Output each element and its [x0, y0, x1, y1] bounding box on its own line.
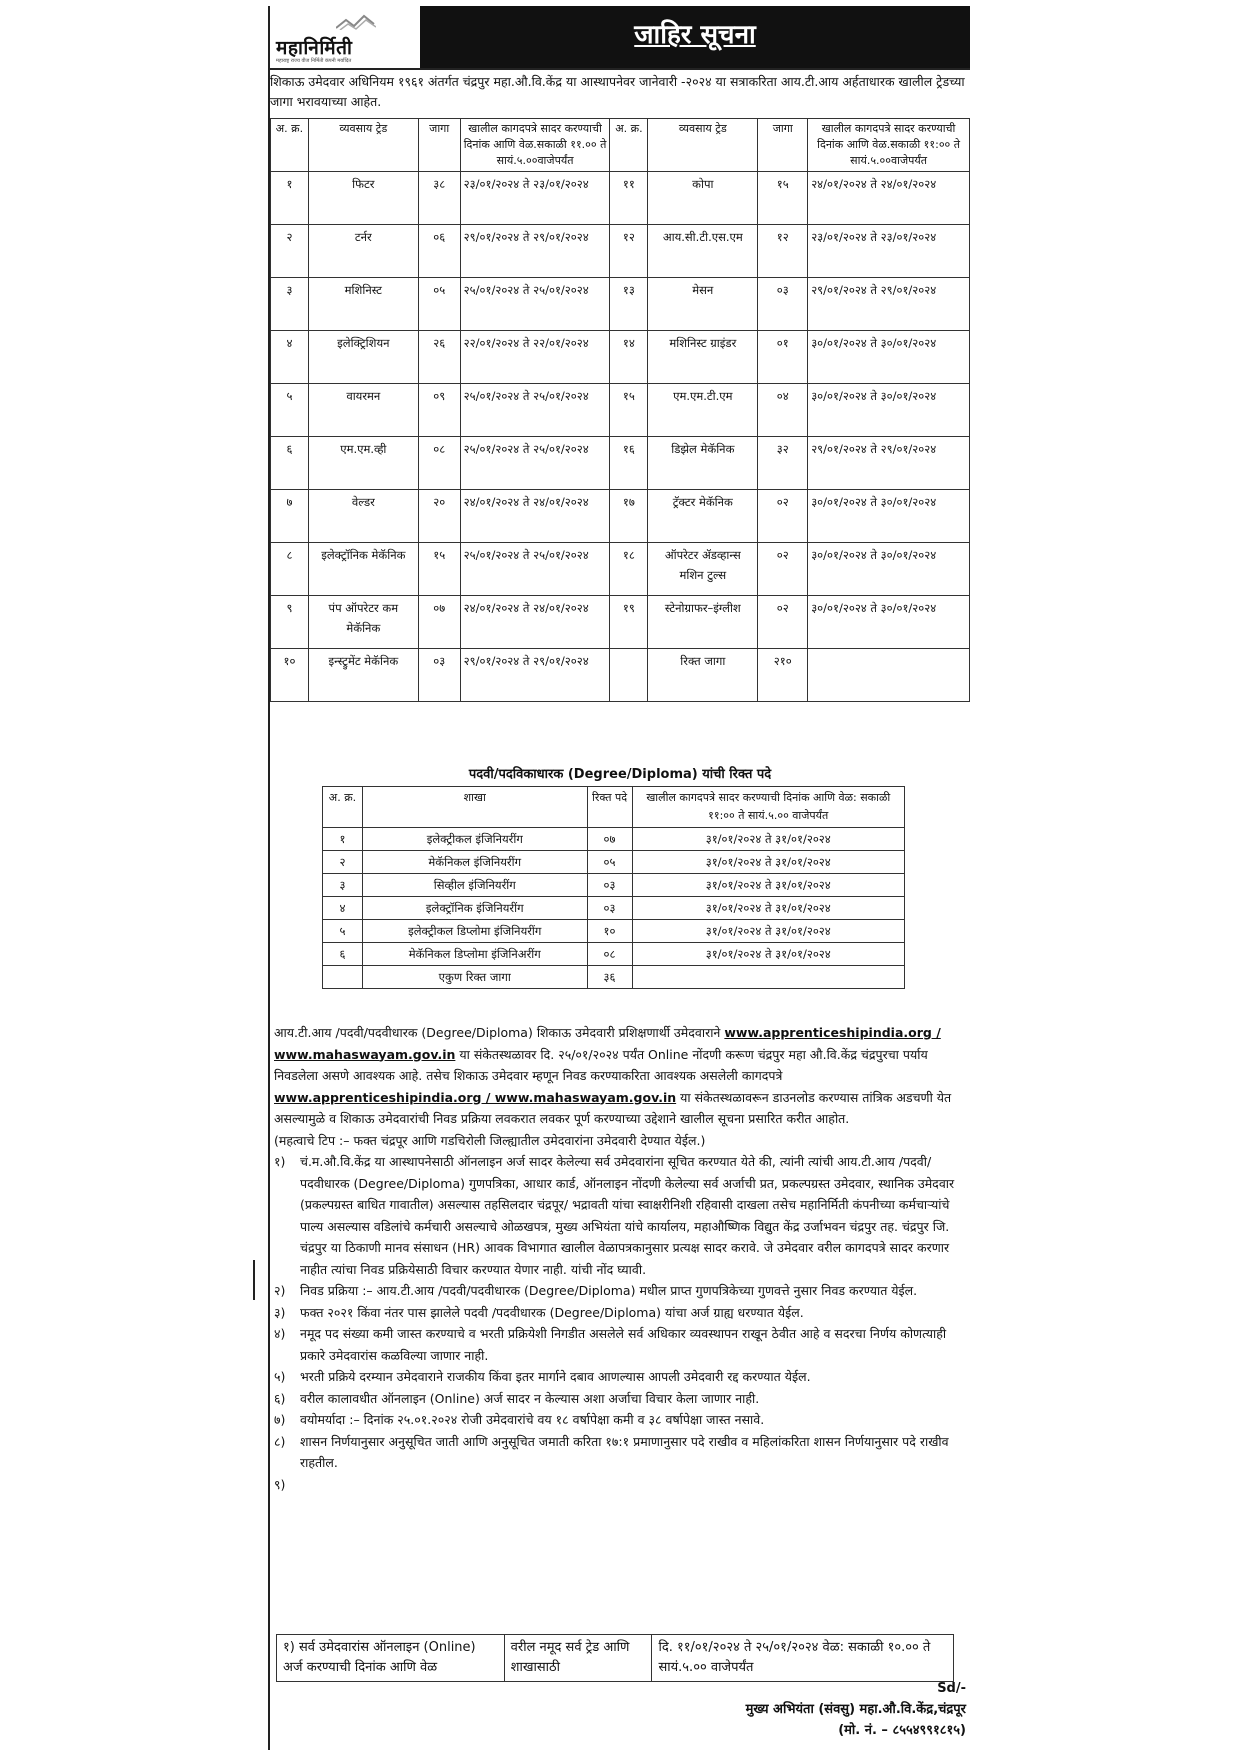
cell-dates: २९/०१/२०२४ ते २९/०१/२०२४: [808, 278, 970, 331]
table-row: [271, 437, 970, 490]
cell-posts: १०: [587, 920, 632, 943]
cell-branch: मेकॅनिकल डिप्लोमा इंजिनिअरींग: [362, 943, 587, 966]
cell-sr: २: [271, 225, 309, 278]
list-item: [274, 1431, 968, 1474]
apprenticeship-link[interactable]: www.apprenticeshipindia.org / www.mahaswayam.gov.in: [274, 1025, 941, 1062]
point-text: वयोमर्यादा :– दिनांक २५.०१.२०२४ रोजी उमेदवारांचे वय १८ वर्षापेक्षा कमी व ३८ वर्षापेक्षा जास्त नसावे.: [300, 1412, 765, 1427]
col-seats: जागा: [418, 119, 460, 172]
cell-dates: ३१/०१/२०२४ ते ३१/०१/२०२४: [632, 874, 905, 897]
cell-trade: इलेक्ट्रिशियन: [308, 331, 418, 384]
cell-dates: २२/०१/२०२४ ते २२/०१/२०२४: [460, 331, 610, 384]
list-item: [274, 1366, 968, 1388]
trade-table: [270, 118, 970, 702]
cell-sr: ६: [323, 943, 363, 966]
degree-total-value: ३६: [587, 966, 632, 989]
signature-sd: Sd/-: [937, 1681, 966, 1696]
cell-seats: २०: [418, 490, 460, 543]
cell-branch: सिव्हील इंजिनियरींग: [362, 874, 587, 897]
header: [270, 6, 970, 70]
cell-sr: १७: [610, 490, 648, 543]
point-text: वरील कालावधीत ऑनलाइन (Online) अर्ज सादर न केल्यास अशा अर्जाचा विचार केला जाणार नाही.: [300, 1390, 760, 1406]
signature-block: [746, 1678, 966, 1741]
point-text: शासन निर्णयानुसार अनुसूचित जाती आणि अनुसूचित जमाती करिता १७:१ प्रमाणानुसार पदे राखीव व महिलांकरिता शासन निर्णयानुसार पदे राखीव राहतील.: [300, 1433, 949, 1470]
page-title: जाहिर सूचना: [420, 6, 970, 68]
important-note: (महत्वाचे टिप :– फक्त चंद्रपूर आणि गडचिरोली जिल्ह्यातील उमेदवारांना उमेदवारी देण्यात येईल.): [274, 1132, 706, 1148]
table-row: [271, 596, 970, 649]
list-item: [274, 1409, 968, 1431]
cell-dates: ३१/०१/२०२४ ते ३१/०१/२०२४: [632, 943, 905, 966]
cell-sr: १०: [271, 649, 309, 702]
cell-sr: १: [323, 828, 363, 851]
table-row: [271, 172, 970, 225]
point-text: चं.म.औ.वि.केंद्र या आस्थापनेसाठी ऑनलाइन अर्ज सादर केलेल्या सर्व उमेदवारांना सूचित करण्यात येते की, त्यांनी त्यांची आय.टी.आय /पदवी/पदवीधारक (Degree/Diploma) गुणपत्रिका, आधार कार्ड, ऑनलाइन नोंदणी केलेल्या सर्व अर्जाची प्रत, प्रकल्पग्रस्त उमेदवार, स्थानिक उमेदवार (प्रकल्पग्रस्त बाधित गावातील) असल्यास तहसिलदार चंद्रपूर/ भद्रावती यांचा स्वाक्षरीनिशी रहिवासी दाखला तसेच महानिर्मिती कंपनीच्या कर्मचाऱ्यांचे पाल्य असल्यास वडिलांचे कर्मचारी असल्याचे ओळखपत्र, मुख्य अभियंता यांचे कार्यालय, महाऔष्णिक विद्युत केंद्र उर्जाभवन चंद्रपुर तह. चंद्रपुर जि. चंद्रपुर या ठिकाणी मानव संसाधन (HR) आवक विभागात खालील वेळापत्रकानुसार प्रत्यक्ष सादर करावे. जे उमेदवार वरील कागदपत्रे सादर करणार नाहीत त्यांचा निवड प्रक्रियेसाठी विचार करण्यात येणार नाही. यांची नोंद घ्यावी.: [300, 1154, 955, 1277]
point-number: १): [274, 1154, 286, 1169]
signature-designation: मुख्य अभियंता (संवसु) महा.औ.वि.केंद्र,चंद्रपूर: [745, 1702, 966, 1717]
total-value: २१०: [758, 649, 808, 702]
cell-branch: इलेक्ट्रॉनिक इंजिनियरींग: [362, 897, 587, 920]
cell-trade: वेल्डर: [308, 490, 418, 543]
cell-seats: २६: [418, 331, 460, 384]
list-item: [274, 1302, 968, 1324]
cell-seats: ०२: [758, 543, 808, 596]
logo-tagline: महाराष्ट्र राज्य वीज निर्मिती कंपनी मर्यादित: [276, 58, 352, 64]
cell-trade: इन्स्ट्रुमेंट मेकॅनिक: [308, 649, 418, 702]
cell-empty: [610, 649, 648, 702]
cell-trade: एम.एम.व्ही: [308, 437, 418, 490]
intro-text: शिकाऊ उमेदवार अधिनियम १९६१ अंतर्गत चंद्रपुर महा.औ.वि.केंद्र या आस्थापनेवर जानेवारी -२०२४ या सत्राकरिता आय.टी.आय अर्हताधारक खालील ट्रेडच्या जागा भरावयाच्या आहेत.: [270, 74, 965, 109]
cell-sr: ११: [610, 172, 648, 225]
cell-seats: ३८: [418, 172, 460, 225]
degree-total-label: एकुण रिक्त जागा: [362, 966, 587, 989]
cell-trade: टर्नर: [308, 225, 418, 278]
table-row: [323, 966, 905, 989]
cell-seats: ३२: [758, 437, 808, 490]
cell-trade: मशिनिस्ट ग्राइंडर: [648, 331, 758, 384]
schedule-table: [276, 1634, 954, 1682]
signature-phone: (मो. नं. – ८५५४९९१८१५): [838, 1723, 966, 1738]
cell-trade: एम.एम.टी.एम: [648, 384, 758, 437]
cell-posts: ०३: [587, 897, 632, 920]
cell-trade: मशिनिस्ट: [308, 278, 418, 331]
cell-posts: ०८: [587, 943, 632, 966]
degree-table: [322, 786, 905, 989]
cell-dates: २५/०१/२०२४ ते २५/०१/२०२४: [460, 437, 610, 490]
cell-posts: ०३: [587, 874, 632, 897]
cell-sr: १५: [610, 384, 648, 437]
table-row: [323, 943, 905, 966]
cell-seats: १५: [418, 543, 460, 596]
cell-dates: २३/०१/२०२४ ते २३/०१/२०२४: [460, 172, 610, 225]
degree-section-title: पदवी/पदविकाधारक (Degree/Diploma) यांची रिक्त पदे: [468, 767, 772, 782]
degree-col-sr: अ. क्र.: [323, 787, 363, 828]
col-seats-2: जागा: [758, 119, 808, 172]
cell-sr: ७: [271, 490, 309, 543]
table-row: [271, 278, 970, 331]
cell-sr: १९: [610, 596, 648, 649]
cell-seats: १२: [758, 225, 808, 278]
points-list: [274, 1151, 968, 1492]
cell-trade: इलेक्ट्रॉनिक मेकॅनिक: [308, 543, 418, 596]
col-sr: अ. क्र.: [271, 119, 309, 172]
cell-sr: १८: [610, 543, 648, 596]
cell-seats: ०७: [418, 596, 460, 649]
cell-posts: ०५: [587, 851, 632, 874]
cell-sr: ९: [271, 596, 309, 649]
cell-dates: ३१/०१/२०२४ ते ३१/०१/२०२४: [632, 851, 905, 874]
table-row: [271, 384, 970, 437]
cell-trade: स्टेनोग्राफर–इंग्लीश: [648, 596, 758, 649]
point-number: ६): [274, 1390, 286, 1406]
cell-trade: ट्रॅक्टर मेकॅनिक: [648, 490, 758, 543]
schedule-dates: दि. ११/०१/२०२४ ते २५/०१/२०२४ वेळ: सकाळी १०.०० ते सायं.५.०० वाजेपर्यंत: [652, 1635, 954, 1682]
cell-empty: [632, 966, 905, 989]
cell-dates: ३०/०१/२०२४ ते ३०/०१/२०२४: [808, 543, 970, 596]
table-row: [323, 897, 905, 920]
cell-dates: २४/०१/२०२४ ते २४/०१/२०२४: [808, 172, 970, 225]
cell-dates: ३१/०१/२०२४ ते ३१/०१/२०२४: [632, 828, 905, 851]
cell-dates: ३०/०१/२०२४ ते ३०/०१/२०२४: [808, 331, 970, 384]
cell-seats: ०२: [758, 596, 808, 649]
schedule-scope: वरील नमूद सर्व ट्रेड आणि शाखासाठी: [504, 1635, 652, 1682]
cell-empty: [808, 649, 970, 702]
col-sr-2: अ. क्र.: [610, 119, 648, 172]
cell-sr: १: [271, 172, 309, 225]
cell-trade: वायरमन: [308, 384, 418, 437]
schedule-row: [277, 1635, 954, 1682]
cell-sr: ८: [271, 543, 309, 596]
table-row: [271, 225, 970, 278]
cell-trade: फिटर: [308, 172, 418, 225]
cell-dates: २४/०१/२०२४ ते २४/०१/२०२४: [460, 596, 610, 649]
cell-seats: ०३: [418, 649, 460, 702]
point-number: ७): [274, 1412, 286, 1427]
table-row: [323, 828, 905, 851]
notice-page: [268, 6, 970, 1750]
list-item: [274, 1388, 968, 1410]
point-number: २): [274, 1283, 286, 1298]
trade-table-header: [271, 119, 970, 172]
point-number: ८): [274, 1433, 286, 1449]
cell-empty: [323, 966, 363, 989]
cell-sr: ३: [271, 278, 309, 331]
cell-seats: ०९: [418, 384, 460, 437]
cell-trade: मेसन: [648, 278, 758, 331]
point-text: निवड प्रक्रिया :– आय.टी.आय /पदवी/पदवीधारक (Degree/Diploma) मधील प्राप्त गुणपत्रिकेच्या गुणवत्ते नुसार निवड करण्यात येईल.: [300, 1283, 918, 1298]
apprenticeship-link-2[interactable]: www.apprenticeshipindia.org / www.mahaswayam.gov.in: [274, 1089, 677, 1105]
cell-dates: ३१/०१/२०२४ ते ३१/०१/२०२४: [632, 897, 905, 920]
cell-dates: २५/०१/२०२४ ते २५/०१/२०२४: [460, 278, 610, 331]
cell-sr: ४: [271, 331, 309, 384]
cell-seats: ०८: [418, 437, 460, 490]
total-label: रिक्त जागा: [648, 649, 758, 702]
logo-waves-icon: [336, 14, 376, 30]
cell-posts: ०७: [587, 828, 632, 851]
table-row: [271, 490, 970, 543]
cell-dates: २९/०१/२०२४ ते २९/०१/२०२४: [808, 437, 970, 490]
instructions: [274, 1022, 968, 1492]
cell-seats: १५: [758, 172, 808, 225]
margin-mark: [253, 1260, 255, 1300]
point-number: ९): [274, 1476, 286, 1492]
logo-text: महानिर्मिती: [276, 37, 353, 59]
schedule-label: १) सर्व उमेदवारांस ऑनलाइन (Online) अर्ज करण्याची दिनांक आणि वेळ: [277, 1635, 505, 1682]
cell-sr: ४: [323, 897, 363, 920]
cell-trade: कोपा: [648, 172, 758, 225]
cell-seats: ०४: [758, 384, 808, 437]
cell-trade: ऑपरेटर ॲडव्हान्स मशिन टुल्स: [648, 543, 758, 596]
cell-dates: २९/०१/२०२४ ते २९/०१/२०२४: [460, 225, 610, 278]
cell-dates: २३/०१/२०२४ ते २३/०१/२०२४: [808, 225, 970, 278]
col-dates-2: खालील कागदपत्रे सादर करण्याची दिनांक आणि वेळ.सकाळी ११:०० ते सायं.५.००वाजेपर्यंत: [808, 119, 970, 172]
table-row: [271, 543, 970, 596]
cell-dates: ३१/०१/२०२४ ते ३१/०१/२०२४: [632, 920, 905, 943]
cell-seats: ०६: [418, 225, 460, 278]
list-item: [274, 1151, 968, 1280]
cell-sr: १३: [610, 278, 648, 331]
table-row: [323, 874, 905, 897]
cell-seats: ०३: [758, 278, 808, 331]
cell-seats: ०२: [758, 490, 808, 543]
point-number: ३): [274, 1304, 286, 1320]
col-trade: व्यवसाय ट्रेड: [308, 119, 418, 172]
cell-sr: ५: [323, 920, 363, 943]
cell-branch: इलेक्ट्रीकल इंजिनियरींग: [362, 828, 587, 851]
list-item: [274, 1323, 968, 1366]
cell-dates: २५/०१/२०२४ ते २५/०१/२०२४: [460, 384, 610, 437]
degree-col-posts: रिक्त पदे: [587, 787, 632, 828]
cell-sr: ३: [323, 874, 363, 897]
point-number: ४): [274, 1326, 286, 1341]
cell-dates: २५/०१/२०२४ ते २५/०१/२०२४: [460, 543, 610, 596]
cell-dates: २४/०१/२०२४ ते २४/०१/२०२४: [460, 490, 610, 543]
cell-sr: १४: [610, 331, 648, 384]
cell-trade: डिझेल मेकॅनिक: [648, 437, 758, 490]
table-row: [271, 649, 970, 702]
cell-seats: ०१: [758, 331, 808, 384]
point-text: नमूद पद संख्या कमी जास्त करण्याचे व भरती प्रक्रियेशी निगडीत असलेले सर्व अधिकार व्यवस्थापन राखून ठेवीत आहे व सदरचा निर्णय कोणत्याही प्रकारे उमेदवारांस कळविल्या जाणार नाही.: [300, 1326, 947, 1363]
cell-dates: ३०/०१/२०२४ ते ३०/०१/२०२४: [808, 596, 970, 649]
cell-sr: ५: [271, 384, 309, 437]
cell-trade: आय.सी.टी.एस.एम: [648, 225, 758, 278]
cell-sr: ६: [271, 437, 309, 490]
degree-table-header: [323, 787, 905, 828]
degree-col-branch: शाखा: [362, 787, 587, 828]
point-number: ५): [274, 1369, 286, 1384]
table-row: [323, 920, 905, 943]
col-trade-2: व्यवसाय ट्रेड: [648, 119, 758, 172]
cell-dates: ३०/०१/२०२४ ते ३०/०१/२०२४: [808, 490, 970, 543]
mahagenco-logo: [276, 14, 416, 64]
cell-dates: २९/०१/२०२४ ते २९/०१/२०२४: [460, 649, 610, 702]
instructions-paragraph: आय.टी.आय /पदवी/पदवीधारक (Degree/Diploma) शिकाऊ उमेदवारी प्रशिक्षणार्थी उमेदवाराने www.apprenticeshipindia.org / www.mahaswayam.gov.in या संकेतस्थळावर दि. २५/०१/२०२४ पर्यंत Online नोंदणी करूण चंद्रपुर महा औ.वि.केंद्र चंद्रपुरचा पर्याय निवडलेला असणे आवश्यक आहे. तसेच शिकाऊ उमेदवार म्हणून निवड करण्याकरिता आवश्यक असलेली कागदपत्रे www.apprenticeshipindia.org / www.mahaswayam.gov.in या संकेतस्थळावरून डाउनलोड करण्यास तांत्रिक अडचणी येत असल्यामुळे व शिकाऊ उमेदवारांची निवड प्रक्रिया लवकरात लवकर पूर्ण करण्याच्या उद्देशाने खालील सूचना प्रसारित करीत आहोत.: [274, 1025, 952, 1126]
table-row: [271, 331, 970, 384]
cell-seats: ०५: [418, 278, 460, 331]
cell-branch: मेकॅनिकल इंजिनियरींग: [362, 851, 587, 874]
cell-trade: पंप ऑपरेटर कम मेकॅनिक: [308, 596, 418, 649]
cell-dates: ३०/०१/२०२४ ते ३०/०१/२०२४: [808, 384, 970, 437]
cell-sr: २: [323, 851, 363, 874]
point-text: फक्त २०२१ किंवा नंतर पास झालेले पदवी /पदवीधारक (Degree/Diploma) यांचा अर्ज ग्राह्य धरण्यात येईल.: [300, 1304, 804, 1320]
cell-sr: १६: [610, 437, 648, 490]
degree-col-dates: खालील कागदपत्रे सादर करण्याची दिनांक आणि वेळ: सकाळी ११:०० ते सायं.५.०० वाजेपर्यंत: [632, 787, 905, 828]
col-dates: खालील कागदपत्रे सादर करण्याची दिनांक आणि वेळ.सकाळी ११.०० ते सायं.५.००वाजेपर्यंत: [460, 119, 610, 172]
table-row: [323, 851, 905, 874]
list-item: [274, 1280, 968, 1302]
cell-sr: १२: [610, 225, 648, 278]
cell-branch: इलेक्ट्रीकल डिप्लोमा इंजिनियरींग: [362, 920, 587, 943]
point-text: भरती प्रक्रिये दरम्यान उमेदवाराने राजकीय किंवा इतर मार्गाने दबाव आणल्यास आपली उमेदवारी रद्द करण्यात येईल.: [300, 1369, 811, 1384]
